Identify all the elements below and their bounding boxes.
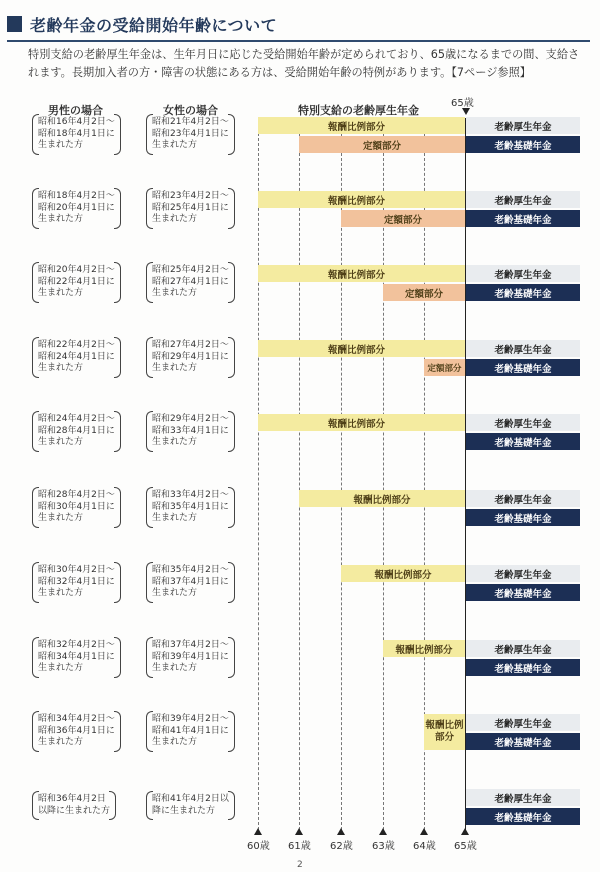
male-birth-range	[38, 340, 115, 375]
female-birth-range-line: 生まれた方	[152, 588, 198, 598]
male-birth-range-line: 生まれた方	[38, 437, 84, 447]
female-birth-range	[152, 340, 229, 375]
female-birth-range	[152, 414, 229, 449]
female-birth-range-line: 昭和25年4月1日に	[152, 202, 229, 213]
male-birth-range-line: 昭和20年4月1日に	[38, 202, 115, 213]
axis-tick-icon	[420, 828, 428, 835]
male-birth-range-line: 昭和22年4月1日に	[38, 276, 115, 287]
male-birth-range	[38, 640, 115, 675]
male-birth-range-line: 昭和24年4月2日～	[38, 414, 115, 424]
male-birth-range-line: 昭和28年4月1日に	[38, 425, 115, 436]
teigaku-bar	[341, 210, 465, 227]
age-label: 64歳	[413, 841, 436, 852]
female-birth-range-line: 昭和29年4月1日に	[152, 351, 229, 362]
age-label: 61歳	[288, 841, 311, 852]
female-birth-range-line: 昭和27年4月2日～	[152, 340, 229, 350]
kiso-nenkin-label: 老齢基礎年金	[466, 659, 580, 676]
female-birth-range-line: 生まれた方	[152, 214, 198, 224]
kosei-nenkin-label: 老齢厚生年金	[466, 640, 580, 657]
male-birth-range-line: 生まれた方	[38, 214, 84, 224]
teigaku-bar	[424, 359, 465, 376]
male-birth-range-line: 生まれた方	[38, 363, 84, 373]
kiso-nenkin-label: 老齢基礎年金	[466, 433, 580, 450]
hoshu-bar	[383, 640, 465, 657]
age-label: 63歳	[372, 841, 395, 852]
female-birth-range	[152, 640, 229, 675]
female-birth-range-line: 昭和25年4月2日～	[152, 265, 229, 275]
kiso-nenkin-label: 老齢基礎年金	[466, 733, 580, 750]
hoshu-bar	[299, 490, 465, 507]
axis-tick-icon	[337, 828, 345, 835]
teigaku-bar-label: 定額部分	[362, 140, 401, 152]
kiso-nenkin-label: 老齢基礎年金	[466, 584, 580, 601]
teigaku-bar	[383, 284, 465, 301]
female-birth-range-line: 生まれた方	[152, 737, 198, 747]
male-birth-range-line: 昭和24年4月1日に	[38, 351, 115, 362]
hoshu-bar-label: 報酬比例部分	[327, 418, 385, 430]
female-birth-range-line: 昭和41年4月1日に	[152, 725, 229, 736]
age-label: 60歳	[247, 841, 270, 852]
female-birth-range	[152, 490, 229, 525]
kiso-nenkin-label: 老齢基礎年金	[466, 284, 580, 301]
female-birth-range-line: 生まれた方	[152, 437, 198, 447]
hoshu-bar-label: 部分	[434, 732, 454, 743]
male-birth-range	[38, 414, 115, 449]
hoshu-bar	[258, 340, 465, 357]
hoshu-bar	[258, 414, 465, 431]
kiso-nenkin-label: 老齢基礎年金	[466, 210, 580, 227]
male-birth-range	[38, 191, 115, 226]
female-birth-range-line: 昭和23年4月1日に	[152, 128, 229, 139]
female-birth-range-line: 昭和37年4月1日に	[152, 576, 229, 587]
axis-tick-icon	[379, 828, 387, 835]
kiso-nenkin-label: 老齢基礎年金	[466, 808, 580, 825]
hoshu-bar-label: 報酬比例部分	[327, 344, 385, 356]
female-birth-range-line: 生まれた方	[152, 663, 198, 673]
male-birth-range	[38, 565, 115, 600]
male-birth-range-line: 昭和18年4月1日に	[38, 128, 115, 139]
male-birth-range-line: 昭和36年4月1日に	[38, 725, 115, 736]
male-birth-range-line: 生まれた方	[38, 140, 84, 150]
female-birth-range	[152, 191, 229, 226]
male-birth-range-line: 昭和16年4月2日～	[38, 117, 115, 127]
special-pension-header: 特別支給の老齢厚生年金	[298, 104, 419, 117]
axis-tick-icon	[254, 828, 262, 835]
intro-paragraph: 特別支給の老齢厚生年金は、生年月日に応じた受給開始年齢が定められており、65歳になるまでの間、支給されます。長期加入者の方・障害の状態にある方は、受給開始年齢の特例があります。【7ページ参照】	[28, 48, 580, 79]
hoshu-bar	[258, 191, 465, 208]
female-birth-range	[152, 565, 229, 600]
female-birth-range	[152, 794, 229, 817]
teigaku-bar-label: 定額部分	[404, 288, 443, 300]
male-birth-range-line: 昭和34年4月1日に	[38, 651, 115, 662]
age-label: 62歳	[330, 841, 353, 852]
page-number: 2	[297, 860, 303, 870]
male-column-header: 男性の場合	[48, 104, 103, 117]
female-birth-range-line: 生まれた方	[152, 363, 198, 373]
male-birth-range-line: 生まれた方	[38, 288, 84, 298]
male-birth-range	[38, 714, 115, 749]
axis-tick-icon	[295, 828, 303, 835]
male-birth-range	[38, 117, 115, 152]
teigaku-bar-label: 定額部分	[383, 214, 422, 226]
male-birth-range-line: 昭和30年4月2日～	[38, 565, 115, 575]
male-birth-range-line: 昭和20年4月2日～	[38, 265, 115, 275]
male-birth-range	[38, 490, 115, 525]
male-birth-range	[38, 794, 110, 817]
male-birth-range-line: 以降に生まれた方	[38, 805, 111, 816]
male-birth-range-line: 昭和32年4月2日～	[38, 640, 115, 650]
female-birth-range	[152, 265, 229, 300]
female-birth-range-line: 昭和39年4月2日～	[152, 714, 229, 724]
kosei-nenkin-label: 老齢厚生年金	[466, 565, 580, 582]
female-birth-range	[152, 117, 229, 152]
male-birth-range-line: 昭和28年4月2日～	[38, 490, 115, 500]
hoshu-bar	[341, 565, 465, 582]
kosei-nenkin-label: 老齢厚生年金	[466, 789, 580, 806]
hoshu-bar	[424, 714, 465, 750]
hoshu-bar-label: 報酬比例部分	[327, 195, 385, 207]
female-birth-range-line: 生まれた方	[152, 513, 198, 523]
female-column-header: 女性の場合	[163, 104, 218, 117]
male-birth-range-line: 昭和30年4月1日に	[38, 501, 115, 512]
hoshu-bar-label: 報酬比例部分	[353, 494, 411, 506]
male-birth-range-line: 生まれた方	[38, 588, 84, 598]
female-birth-range-line: 昭和23年4月2日～	[152, 191, 229, 201]
title-square-icon	[7, 16, 22, 32]
kosei-nenkin-label: 老齢厚生年金	[466, 490, 580, 507]
female-birth-range-line: 昭和35年4月1日に	[152, 501, 229, 512]
hoshu-bar	[258, 265, 465, 282]
kiso-nenkin-label: 老齢基礎年金	[466, 509, 580, 526]
teigaku-bar-label: 定額部分	[427, 363, 462, 374]
age-label: 65歳	[454, 841, 477, 852]
male-birth-range-line: 昭和18年4月2日～	[38, 191, 115, 201]
female-birth-range-line: 昭和27年4月1日に	[152, 276, 229, 287]
page-title: 老齢年金の受給開始年齢について	[30, 16, 278, 35]
hoshu-bar-label: 報酬比例	[425, 720, 464, 731]
hoshu-bar-label: 報酬比例部分	[395, 644, 453, 656]
hoshu-bar-label: 報酬比例部分	[374, 569, 432, 581]
female-birth-range-line: 昭和21年4月2日～	[152, 117, 229, 127]
kosei-nenkin-label: 老齢厚生年金	[466, 714, 580, 731]
female-birth-range	[152, 714, 229, 749]
female-birth-range-line: 生まれた方	[152, 140, 198, 150]
female-birth-range-line: 昭和39年4月1日に	[152, 651, 229, 662]
male-birth-range-line: 昭和22年4月2日～	[38, 340, 115, 350]
female-birth-range-line: 昭和33年4月2日～	[152, 490, 229, 500]
female-birth-range-line: 昭和37年4月2日～	[152, 640, 229, 650]
kosei-nenkin-label: 老齢厚生年金	[466, 265, 580, 282]
gridline-61	[299, 118, 300, 830]
female-birth-range-line: 生まれた方	[152, 288, 198, 298]
female-birth-range-line: 降に生まれた方	[152, 805, 216, 816]
kosei-nenkin-label: 老齢厚生年金	[466, 191, 580, 208]
male-birth-range-line: 生まれた方	[38, 663, 84, 673]
male-birth-range-line: 生まれた方	[38, 513, 84, 523]
age-65-marker-icon	[462, 108, 470, 115]
kosei-nenkin-label: 老齢厚生年金	[466, 117, 580, 134]
hoshu-bar	[258, 117, 465, 134]
hoshu-bar-label: 報酬比例部分	[327, 269, 385, 281]
kiso-nenkin-label: 老齢基礎年金	[466, 136, 580, 153]
kosei-nenkin-label: 老齢厚生年金	[466, 414, 580, 431]
male-birth-range	[38, 265, 115, 300]
kosei-nenkin-label: 老齢厚生年金	[466, 340, 580, 357]
female-birth-range-line: 昭和35年4月2日～	[152, 565, 229, 575]
male-birth-range-line: 昭和34年4月2日～	[38, 714, 115, 724]
hoshu-bar-label: 報酬比例部分	[327, 121, 385, 133]
gridline-60	[258, 118, 259, 830]
axis-tick-icon	[461, 828, 469, 835]
male-birth-range-line: 昭和32年4月1日に	[38, 576, 115, 587]
male-birth-range-line: 生まれた方	[38, 737, 84, 747]
female-birth-range-line: 昭和33年4月1日に	[152, 425, 229, 436]
male-birth-range-line: 昭和36年4月2日	[38, 794, 106, 804]
kiso-nenkin-label: 老齢基礎年金	[466, 359, 580, 376]
age-65-top-label: 65歳	[451, 98, 474, 109]
female-birth-range-line: 昭和41年4月2日以	[152, 794, 229, 804]
female-birth-range-line: 昭和29年4月2日～	[152, 414, 229, 424]
teigaku-bar	[299, 136, 465, 153]
